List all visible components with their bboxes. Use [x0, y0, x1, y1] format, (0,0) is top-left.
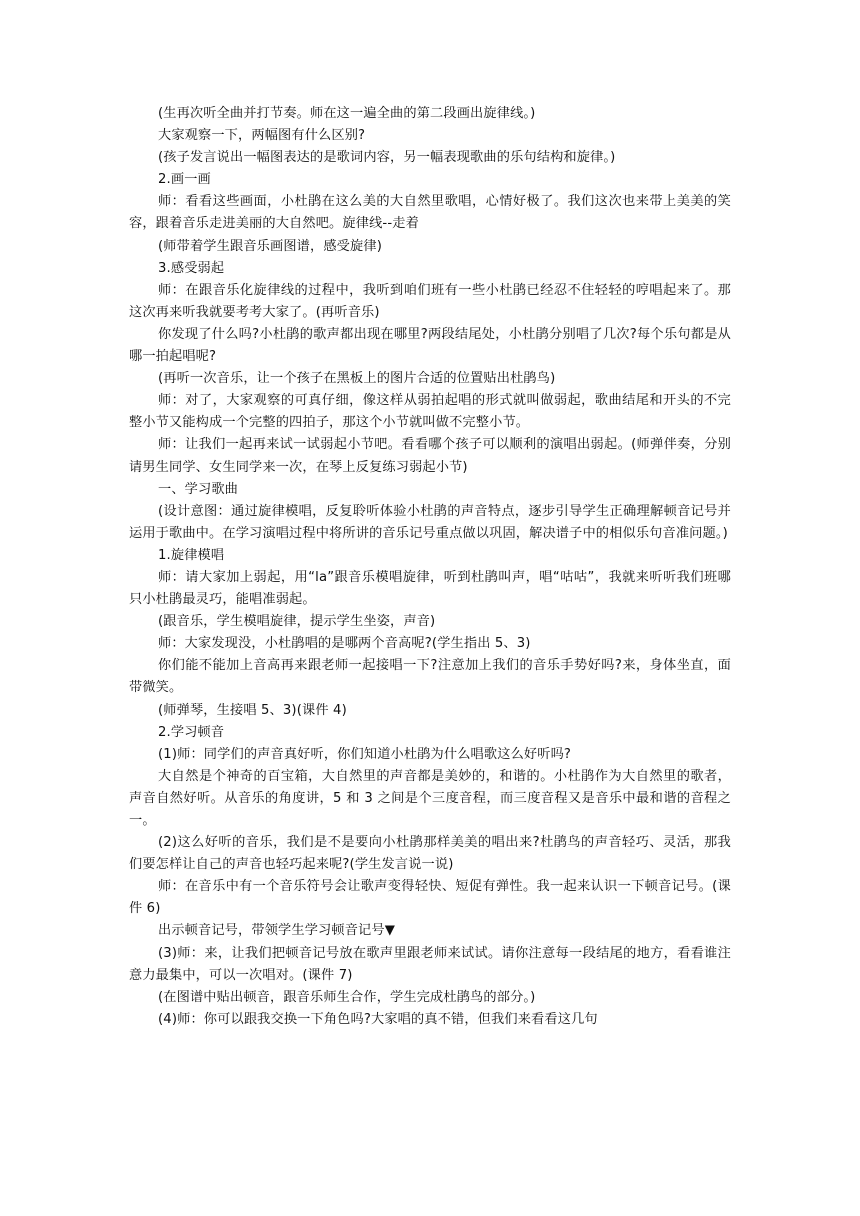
- paragraph-28: (在图谱中贴出顿音，跟音乐师生合作，学生完成杜鹃鸟的部分。): [158, 989, 536, 1005]
- paragraph-5: 师：看看这些画面，小杜鹃在这么美的大自然里歌唱，心情好极了。我们这次也来带上美美的笑容，跟着音乐走进美丽的大自然吧。旋律线--走着: [129, 194, 731, 232]
- paragraph-18: 师：大家发现没，小杜鹃唱的是哪两个音高呢?(学生指出 5、3): [158, 636, 531, 652]
- section-heading-learn-song: 一、学习歌曲: [158, 481, 239, 497]
- paragraph-23: 大自然是个神奇的百宝箱，大自然里的声音都是美妙的，和谐的。小杜鹃作为大自然里的歌者，声音自然好听。从音乐的角度讲，5 和 3 之间是个三度音程，而三度音程又是音乐中最和谐的音程之一。: [129, 768, 731, 828]
- paragraph-10: (再听一次音乐，让一个孩子在黑板上的图片合适的位置贴出杜鹃鸟): [158, 371, 556, 387]
- paragraph-1: (生再次听全曲并打节奏。师在这一遍全曲的第二段画出旋律线。): [158, 106, 536, 121]
- paragraph-16: 师：请大家加上弱起，用“la”跟音乐模唱旋律，听到杜鹃叫声，唱“咕咕”，我就来听听我们班哪只小杜鹃最灵巧，能唱准弱起。: [129, 569, 731, 608]
- section-heading-weak-start: 3.感受弱起: [158, 260, 225, 276]
- paragraph-26: 出示顿音记号，带领学生学习顿音记号▼: [158, 923, 396, 939]
- section-heading-draw: 2.画一画: [158, 172, 211, 188]
- paragraph-3: (孩子发言说出一幅图表达的是歌词内容，另一幅表现歌曲的乐句结构和旋律。): [158, 150, 616, 166]
- paragraph-11: 师：对了，大家观察的可真仔细，像这样从弱拍起唱的形式就叫做弱起，歌曲结尾和开头的不完整小节又能构成一个完整的四拍子，那这个小节就叫做不完整小节。: [129, 393, 731, 431]
- paragraph-6: (师带着学生跟音乐画图谱，感受旋律): [158, 238, 382, 254]
- paragraph-14: (设计意图：通过旋律模唱，反复聆听体验小杜鹃的声音特点，逐步引导学生正确理解顿音记号并运用于歌曲中。在学习演唱过程中将所讲的音乐记号重点做以巩固，解决谱子中的相似乐句音准问题。): [129, 503, 731, 541]
- paragraph-2: 大家观察一下，两幅图有什么区别?: [158, 128, 366, 144]
- paragraph-25: 师：在音乐中有一个音乐符号会让歌声变得轻快、短促有弹性。我一起来认识一下顿音记号。(课件 6): [129, 879, 731, 917]
- paragraph-8: 师：在跟音乐化旋律线的过程中，我听到咱们班有一些小杜鹃已经忍不住轻轻的哼唱起来了。那这次再来听我就要考考大家了。(再听音乐): [129, 282, 731, 320]
- paragraph-29: (4)师：你可以跟我交换一下角色吗?大家唱的真不错，但我们来看看这几句: [158, 1011, 598, 1027]
- document-page: [129, 103, 731, 1031]
- paragraph-19: 你们能不能加上音高再来跟老师一起接唱一下?注意加上我们的音乐手势好吗?来，身体坐直，面带微笑。: [129, 658, 731, 696]
- paragraph-24: (2)这么好听的音乐，我们是不是要向小杜鹃那样美美的唱出来?杜鹃鸟的声音轻巧、灵活，那我们要怎样让自己的声音也轻巧起来呢?(学生发言说一说): [129, 835, 731, 873]
- paragraph-12: 师：让我们一起再来试一试弱起小节吧。看看哪个孩子可以顺利的演唱出弱起。(师弹伴奏，分别请男生同学、女生同学来一次，在琴上反复练习弱起小节): [129, 437, 731, 475]
- paragraph-22: (1)师：同学们的声音真好听，你们知道小杜鹃为什么唱歌这么好听吗?: [158, 746, 572, 762]
- paragraph-9: 你发现了什么吗?小杜鹃的歌声都出现在哪里?两段结尾处，小杜鹃分别唱了几次?每个乐句都是从哪一拍起唱呢?: [129, 326, 731, 365]
- section-heading-staccato: 2.学习顿音: [158, 724, 225, 740]
- paragraph-20: (师弹琴，生接唱 5、3)(课件 4): [158, 702, 347, 718]
- paragraph-17: (跟音乐，学生模唱旋律，提示学生坐姿，声音): [158, 614, 436, 630]
- paragraph-27: (3)师：来，让我们把顿音记号放在歌声里跟老师来试试。请你注意每一段结尾的地方，看看谁注意力最集中，可以一次唱对。(课件 7): [129, 945, 731, 983]
- section-heading-melody: 1.旋律模唱: [158, 547, 225, 563]
